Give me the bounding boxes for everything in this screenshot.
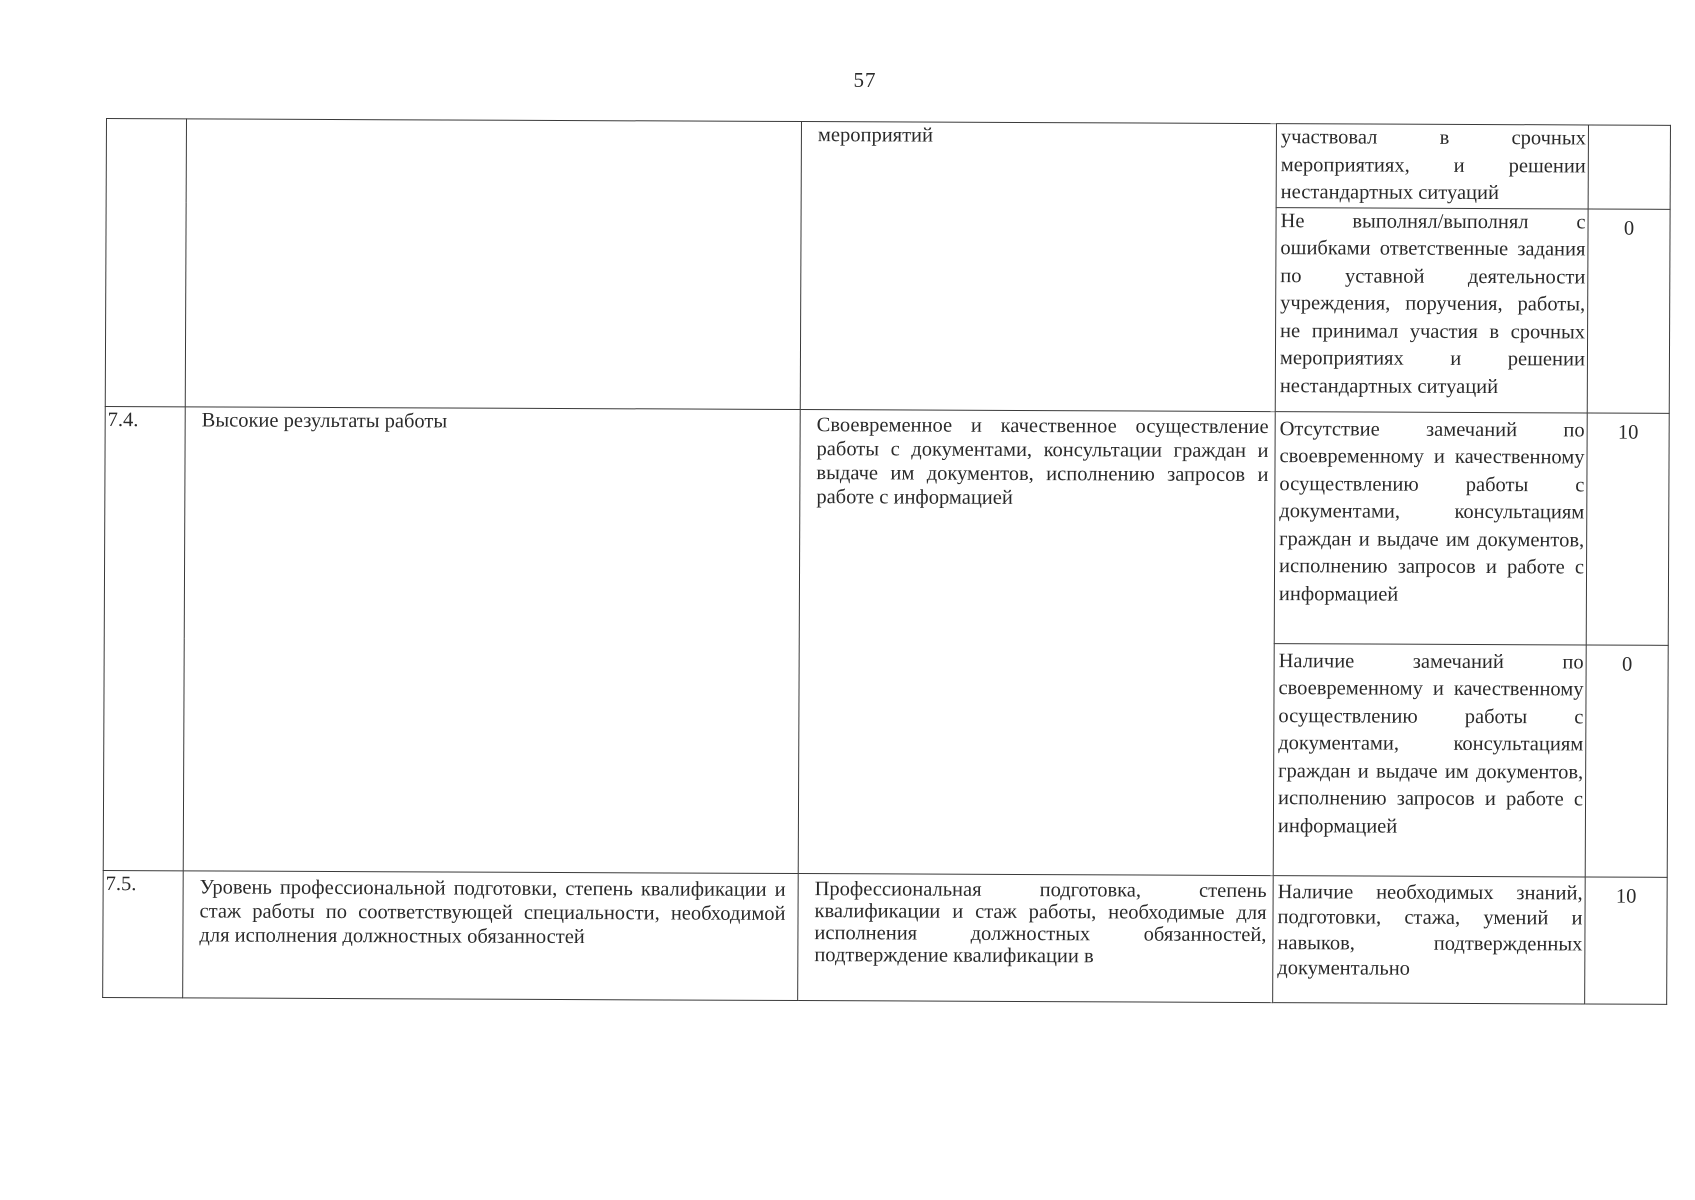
score-cell: 10 (1585, 876, 1668, 1003)
criterion-cell: мероприятий (800, 122, 1276, 412)
condition-cell: участвовал в срочных мероприятиях, и решении нестандартных ситуаций (1276, 124, 1588, 209)
criterion-cell: Своевременное и качественное осуществление работы с документами, консультации граждан и выдаче им документов, исполнению запросов и работе с информацией (798, 409, 1275, 875)
condition-cell: Наличие необходимых знаний, подготовки, стажа, умений и навыков, подтвержденных документально (1273, 875, 1586, 1003)
score-cell: 0 (1585, 644, 1668, 876)
row-number-cell: 7.5. (103, 870, 184, 997)
page-number: 57 (853, 68, 877, 92)
condition-cell: Не выполнял/выполнял с ошибками ответственные задания по уставной деятельности учреждения, поручения, работы, не принимал участия в срочных мероприятиях и решении нестандартных ситуаций (1275, 207, 1588, 412)
condition-cell: Отсутствие замечаний по своевременному и качественному осуществлению работы с документами, консультациям граждан и выдаче им документов, исполнению запросов и работе с информацией (1274, 411, 1587, 644)
criteria-table (102, 118, 1671, 1004)
condition-cell: Наличие замечаний по своевременному и качественному осуществлению работы с документами, консультациям граждан и выдаче им документов, исполнению запросов и работе с информацией (1273, 643, 1586, 876)
row-number-cell: 7.4. (103, 406, 185, 870)
table-row (103, 870, 1668, 1004)
indicator-name-cell: Уровень профессиональной подготовки, степень квалификации и стаж работы по соответствующей специальности, необходимой для исполнения должностных обязанностей (183, 870, 799, 1000)
score-cell: 10 (1586, 412, 1669, 644)
indicator-name-cell (185, 119, 801, 409)
score-cell: 0 (1587, 208, 1670, 412)
row-number-cell (105, 119, 186, 407)
indicator-name-cell: Высокие результаты работы (183, 406, 800, 873)
criterion-cell: Профессиональная подготовка, степень квалификации и стаж работы, необходимые для исполнения должностных обязанностей, подтверждение квалификации в (798, 873, 1274, 1002)
table-row (104, 406, 1669, 645)
score-cell (1588, 125, 1670, 209)
table-row (106, 119, 1670, 209)
